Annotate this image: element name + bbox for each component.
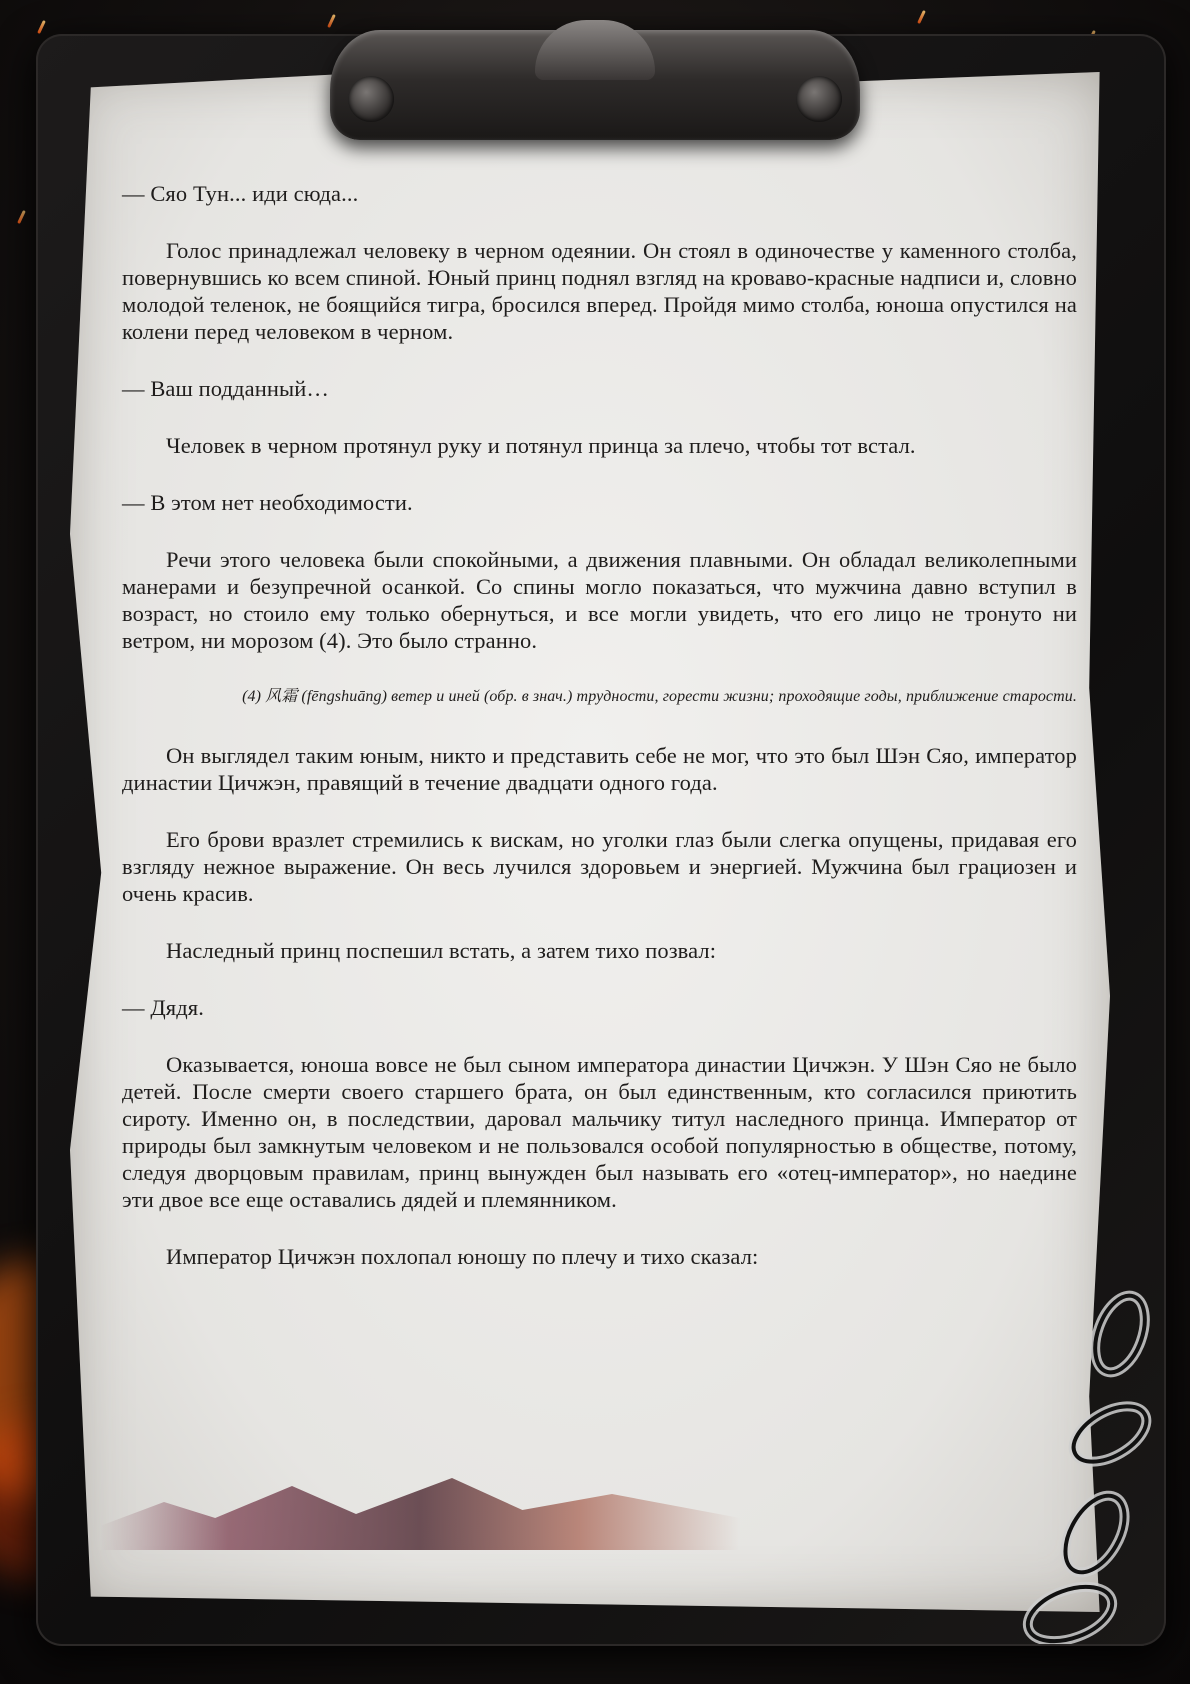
clipboard-clip-icon xyxy=(330,30,860,140)
paragraph: Голос принадлежал человеку в черном одеянии. Он стоял в одиночестве у каменного столба, повернувшись ко всем спиной. Юный принц поднял взгляд на кроваво-красные надписи и, словно молодой теленок, не боящийся тигра, бросился вперед. Пройдя мимо столба, юноша опустился на колени перед человеком в черном. xyxy=(122,238,1077,344)
clip-knob xyxy=(535,20,655,80)
paragraph: Человек в черном протянул руку и потянул принца за плечо, чтобы тот встал. xyxy=(166,433,916,458)
paragraph: Император Цичжэн похлопал юношу по плечу и тихо сказал: xyxy=(166,1244,759,1269)
paragraph: Его брови вразлет стремились к вискам, но уголки глаз были слегка опущены, придавая его взгляду нежное выражение. Он весь лучился здоровьем и энергией. Мужчина был грациозен и очень красив. xyxy=(122,827,1077,906)
spark xyxy=(37,20,46,34)
dialogue-line: — Дядя. xyxy=(122,995,204,1020)
paragraph: Оказывается, юноша вовсе не был сыном императора династии Цичжэн. У Шэн Сяо не было детей. После смерти своего старшего брата, он был единственным, кто согласился приютить сироту. Именно он, в последствии, даровал мальчику титул наследного принца. Император от природы был замкнутым человеком и не пользовался особой популярностью в обществе, потому, следуя дворцовым правилам, принц вынужден был называть его «отец-император», но наедине эти двое все еще оставались дядей и племянником. xyxy=(122,1052,1077,1212)
footnote: (4) 风霜 (fēngshuāng) ветер и иней (обр. в знач.) трудности, горести жизни; проходящие годы, приближение старости. xyxy=(242,688,1077,705)
paragraph: Наследный принц поспешил встать, а затем тихо позвал: xyxy=(166,938,717,963)
spark xyxy=(17,210,26,224)
spark xyxy=(327,14,336,28)
spark xyxy=(917,10,926,24)
document-body xyxy=(122,180,1077,1300)
paragraph: Он выглядел таким юным, никто и представить себе не мог, что это был Шэн Сяо, император династии Цичжэн, правящий в течение двадцати одного года. xyxy=(122,743,1077,795)
dialogue-line: — Ваш подданный… xyxy=(122,376,329,401)
paragraph: Речи этого человека были спокойными, а движения плавными. Он обладал великолепными манерами и безупречной осанкой. Со спины могло показаться, что мужчина давно вступил в возраст, но стоило ему только обернуться, и все могли увидеть, что его лицо не тронуто ни ветром, ни морозом (4). Это было странно. xyxy=(122,547,1077,653)
dialogue-line: — В этом нет необходимости. xyxy=(122,490,413,515)
clip-rivet-right xyxy=(796,76,842,122)
clip-rivet-left xyxy=(348,76,394,122)
dialogue-line: — Сяо Тун... иди сюда... xyxy=(122,181,359,206)
chain-icon xyxy=(1000,1284,1170,1644)
